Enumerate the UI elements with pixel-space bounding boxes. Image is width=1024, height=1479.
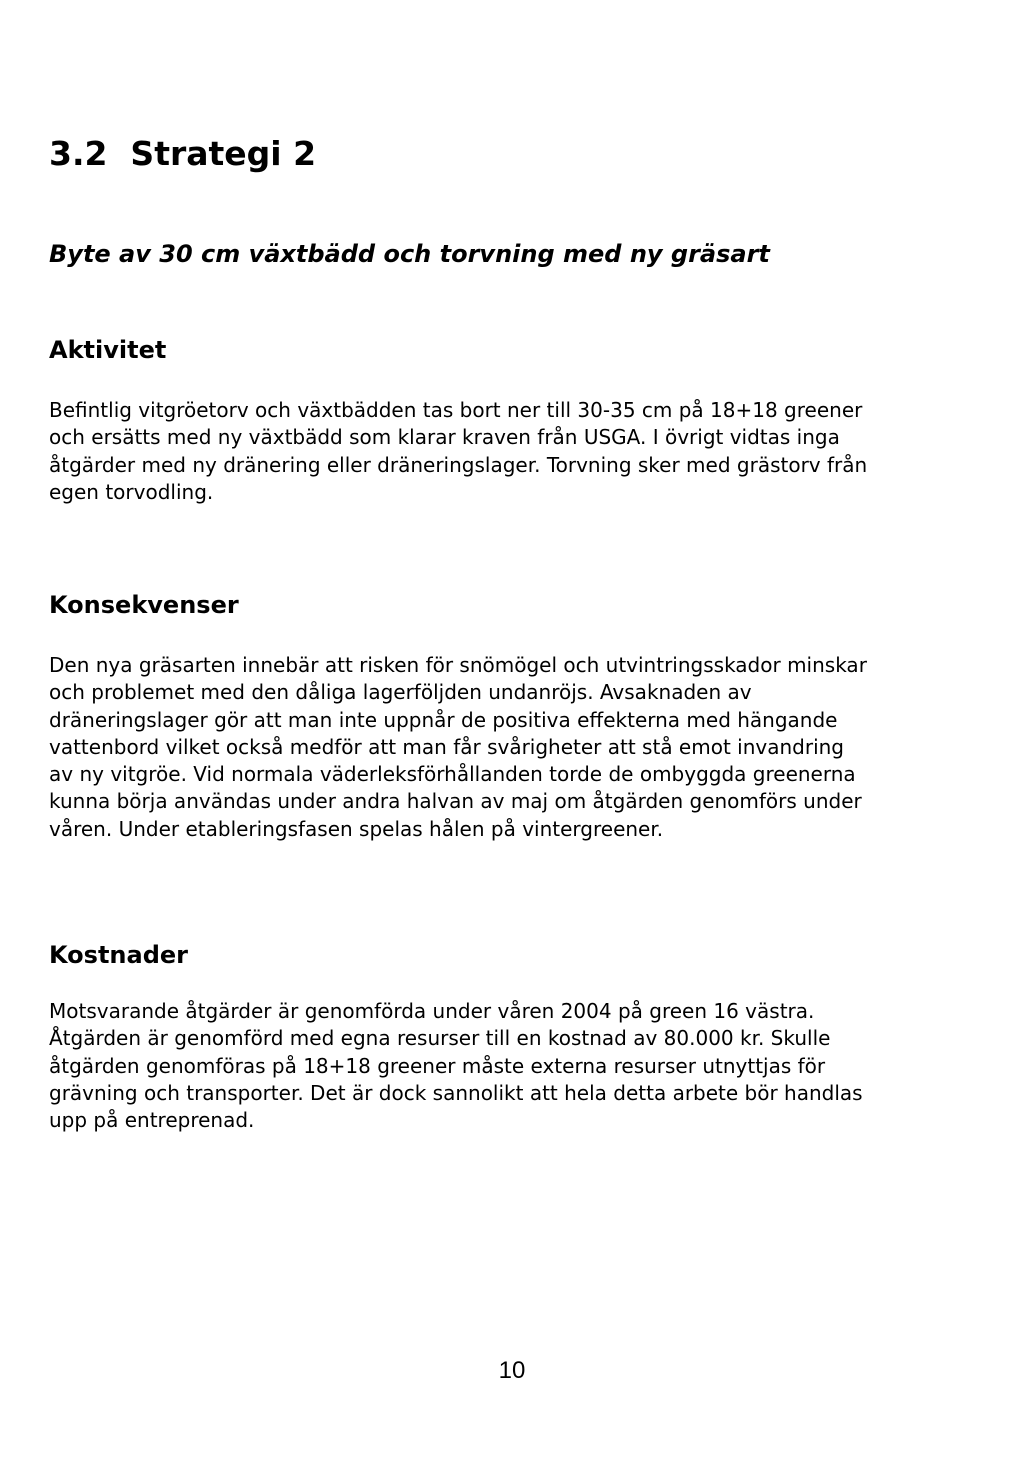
paragraph-line: åtgärden genomföras på 18+18 greener måste externa resurser utnyttjas för bbox=[49, 1053, 826, 1078]
paragraph-line: våren. Under etableringsfasen spelas hålen på vintergreener. bbox=[49, 816, 664, 841]
kostnader-heading: Kostnader bbox=[49, 941, 188, 969]
paragraph-line: egen torvodling. bbox=[49, 479, 214, 504]
paragraph-line: grävning och transporter. Det är dock sannolikt att hela detta arbete bör handlas bbox=[49, 1080, 863, 1105]
paragraph-line: dräneringslager gör att man inte uppnår de positiva effekterna med hängande bbox=[49, 707, 838, 732]
paragraph-line: Åtgärden är genomförd med egna resurser till en kostnad av 80.000 kr. Skulle bbox=[49, 1026, 831, 1051]
paragraph-line: vattenbord vilket också medför att man får svårigheter att stå emot invandring bbox=[49, 734, 844, 759]
aktivitet-paragraph bbox=[49, 397, 999, 506]
paragraph-line: och problemet med den dåliga lagerföljden undanröjs. Avsaknaden av bbox=[49, 680, 752, 705]
paragraph-line: Motsvarande åtgärder är genomförda under våren 2004 på green 16 västra. bbox=[49, 999, 815, 1023]
page-number: 10 bbox=[498, 1357, 526, 1384]
paragraph-line: Befintlig vitgröetorv och växtbädden tas bort ner till 30-35 cm på 18+18 greener bbox=[49, 398, 863, 422]
aktivitet-heading: Aktivitet bbox=[49, 336, 167, 364]
kostnader-paragraph bbox=[49, 998, 999, 1134]
section-heading: 3.2 Strategi 2 bbox=[49, 134, 317, 173]
paragraph-line: åtgärder med ny dränering eller dräneringslager. Torvning sker med grästorv från bbox=[49, 452, 868, 477]
strategy-subtitle: Byte av 30 cm växtbädd och torvning med ny gräsart bbox=[49, 240, 770, 268]
paragraph-line: upp på entreprenad. bbox=[49, 1108, 255, 1133]
konsekvenser-heading: Konsekvenser bbox=[49, 591, 239, 619]
paragraph-line: Den nya gräsarten innebär att risken för snömögel och utvintringsskador minskar bbox=[49, 653, 867, 677]
paragraph-line: av ny vitgröe. Vid normala väderleksförhållanden torde de ombyggda greenerna bbox=[49, 762, 856, 787]
paragraph-line: kunna börja användas under andra halvan av maj om åtgärden genomförs under bbox=[49, 789, 862, 814]
konsekvenser-paragraph bbox=[49, 652, 999, 843]
paragraph-line: och ersätts med ny växtbädd som klarar kraven från USGA. I övrigt vidtas inga bbox=[49, 425, 840, 450]
